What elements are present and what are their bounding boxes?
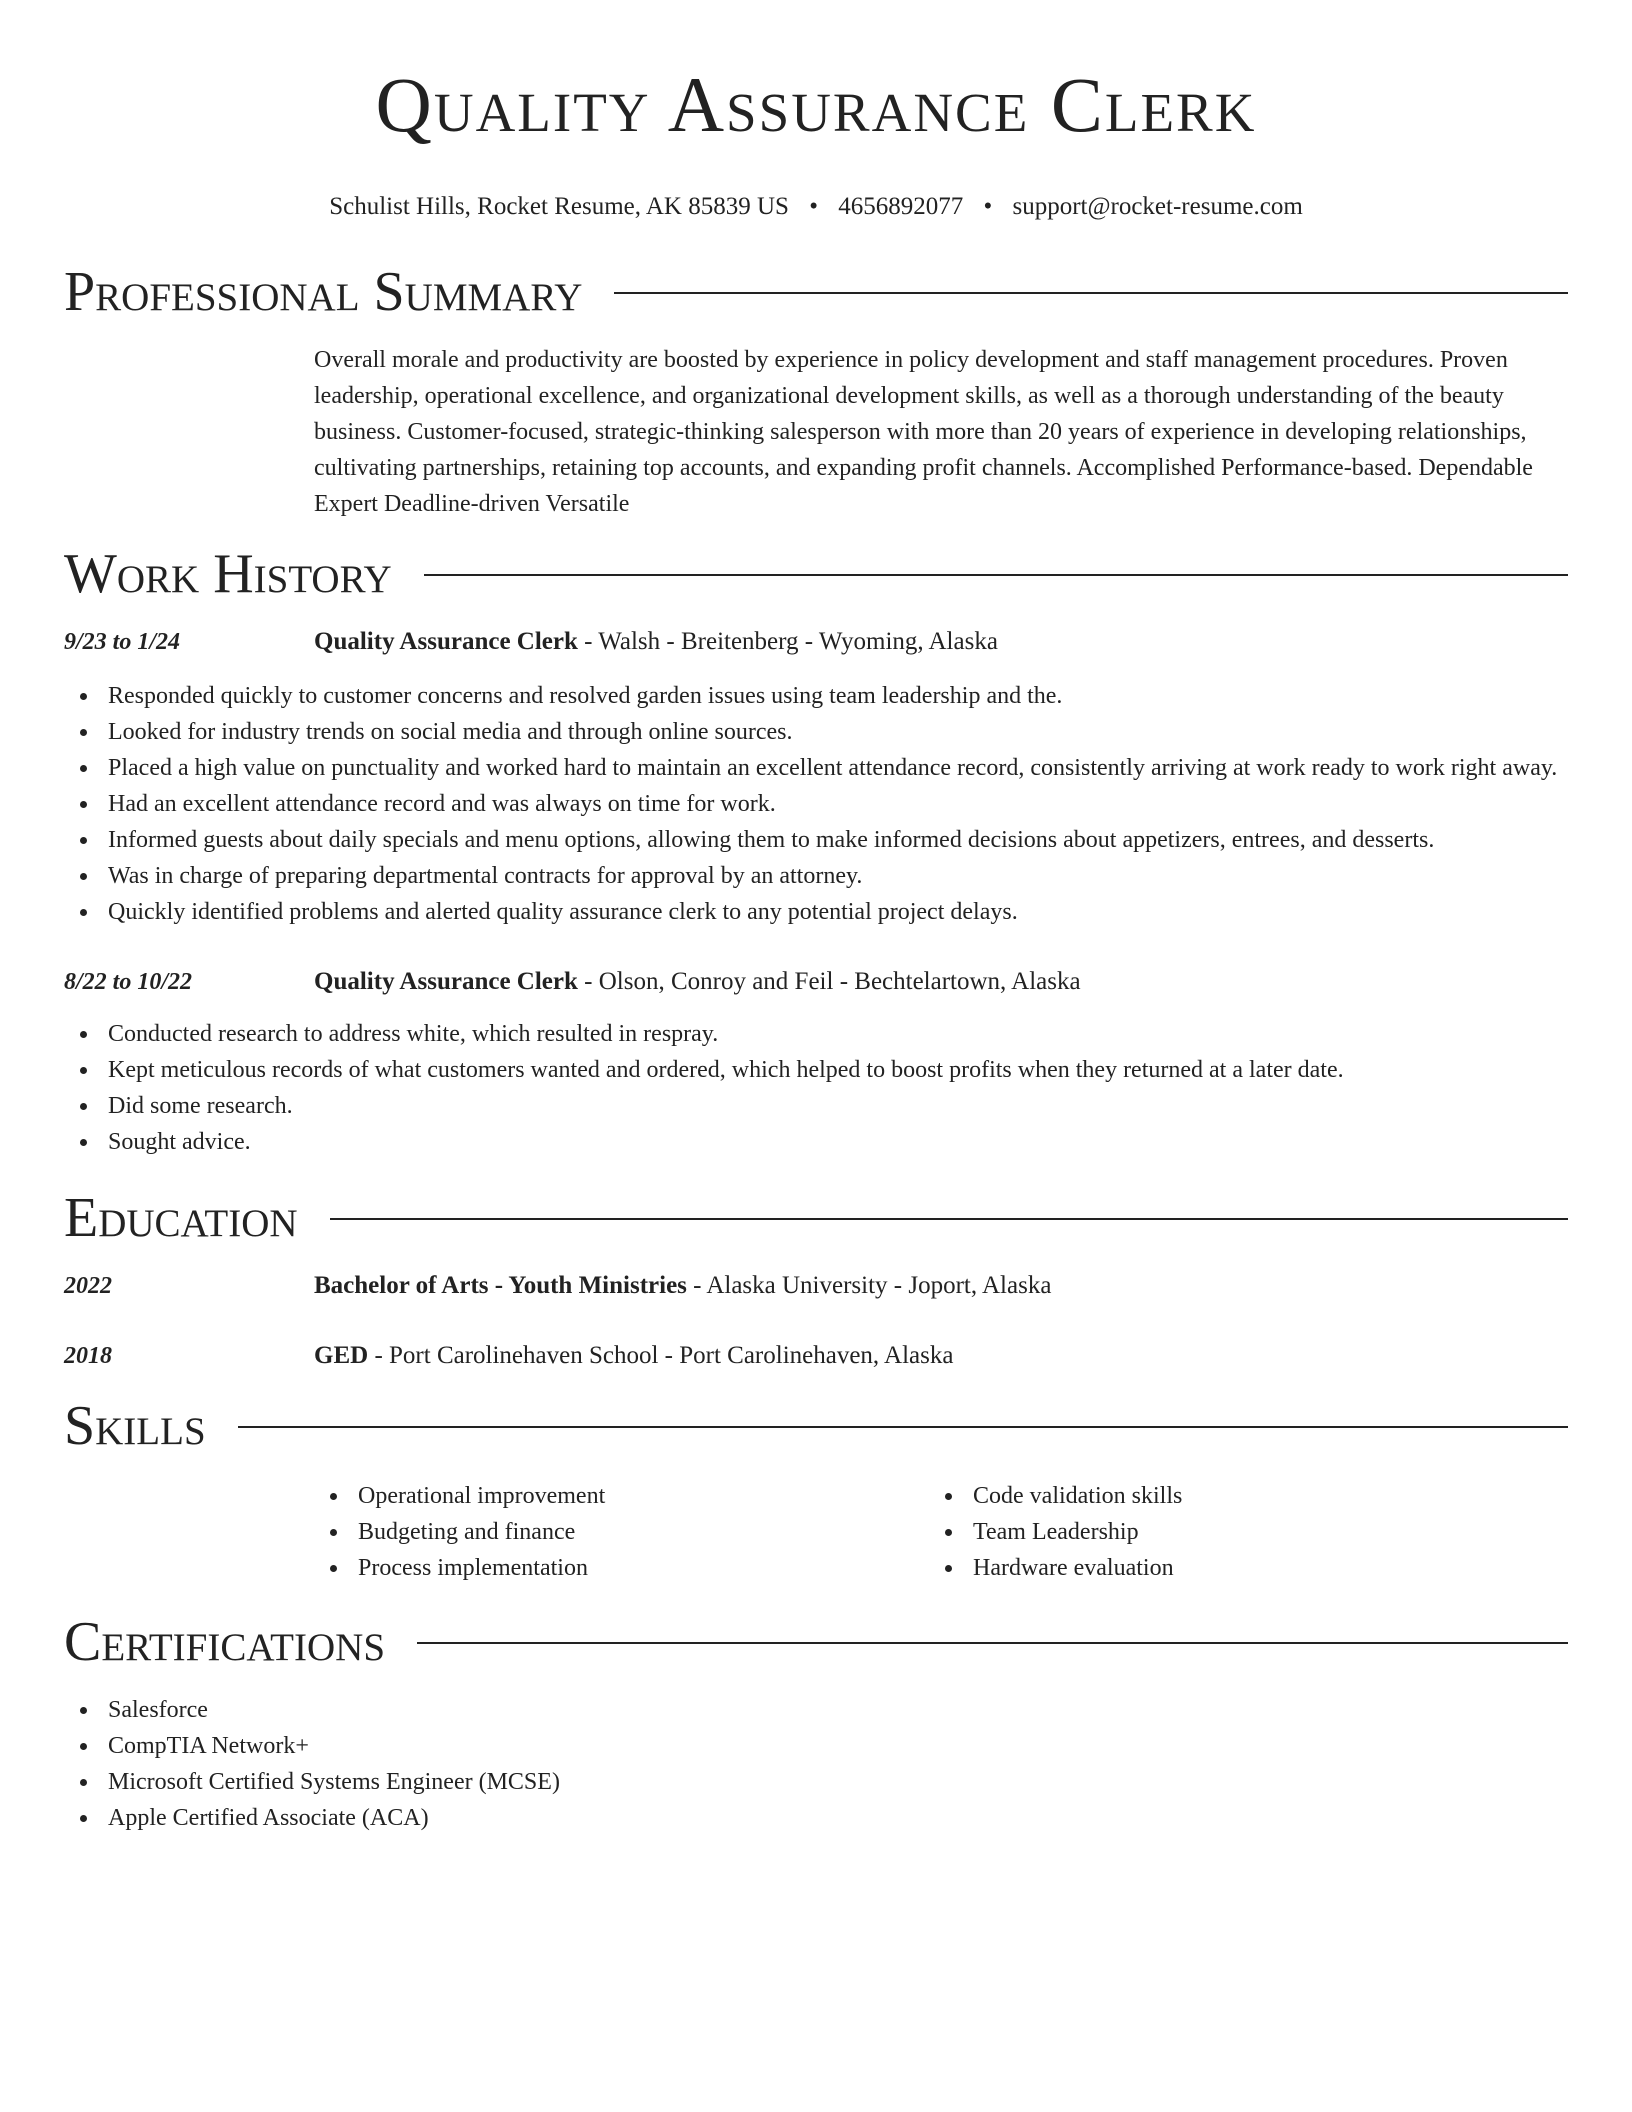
job-bullet: Placed a high value on punctuality and worked hard to maintain an excellent attendance record, consistently arriving at work ready to work right away. [64, 750, 1568, 786]
skill-item: Code validation skills [929, 1478, 1544, 1514]
education-entry [64, 1268, 1568, 1304]
skill-item: Budgeting and finance [314, 1514, 929, 1550]
section-divider [424, 574, 1568, 576]
section-header [64, 262, 1568, 322]
summary-text: Overall morale and productivity are boosted by experience in policy development and staff management procedures. Proven leadership, operational excellence, and organizational development skills, as well as a thorough understanding of the beauty business. Customer-focused, strategic-thinking salesperson with more than 20 years of experience in developing relationships, cultivating partnerships, retaining top accounts, and expanding profit channels. Accomplished Performance-based. Dependable Expert Deadline-driven Versatile [314, 347, 1533, 517]
section-header [64, 1188, 1568, 1248]
job-bullet: Had an excellent attendance record and was always on time for work. [64, 786, 1568, 822]
job-employer: - Walsh - Breitenberg - Wyoming, Alaska [577, 628, 998, 655]
job-bullet: Quickly identified problems and alerted quality assurance clerk to any potential project delays. [64, 894, 1568, 930]
education-year: 2022 [64, 1273, 112, 1299]
contact-separator: • [983, 193, 993, 220]
education-section [64, 1188, 1568, 1374]
skills-section [64, 1396, 1568, 1586]
contact-separator: • [809, 193, 818, 220]
education-line [314, 1268, 1051, 1304]
skills-column-left [314, 1478, 929, 1586]
section-divider [238, 1426, 1568, 1428]
summary-section [64, 262, 1568, 522]
job-employer: - Olson, Conroy and Feil - Bechtelartown, Alaska [577, 968, 1081, 995]
section-divider [330, 1218, 1568, 1220]
job-entry [64, 964, 1568, 1160]
certifications-list [64, 1692, 1568, 1836]
job-bullet: Was in charge of preparing departmental contracts for approval by an attorney. [64, 858, 1568, 894]
certification-item: CompTIA Network+ [64, 1728, 1568, 1764]
section-header [64, 544, 1568, 604]
skill-item: Process implementation [314, 1550, 929, 1586]
resume-header [0, 0, 1632, 222]
education-line [314, 1338, 953, 1374]
section-title-certifications: Certifications [64, 1611, 386, 1673]
job-bullets [64, 678, 1568, 930]
skills-column-right [929, 1478, 1544, 1586]
section-header [64, 1612, 1568, 1672]
education-entry [64, 1338, 1568, 1374]
certification-item: Apple Certified Associate (ACA) [64, 1800, 1568, 1836]
contact-email[interactable]: support@rocket-resume.com [1012, 193, 1303, 220]
contact-address: Schulist Hills, Rocket Resume, AK 85839 US [329, 193, 789, 220]
job-bullet: Looked for industry trends on social media and through online sources. [64, 714, 1568, 750]
job-title-line [314, 624, 998, 660]
job-bullet: Kept meticulous records of what customers wanted and ordered, which helped to boost profits when they returned at a later date. [64, 1052, 1568, 1088]
section-title-skills: Skills [64, 1395, 206, 1457]
job-bullet: Informed guests about daily specials and menu options, allowing them to make informed decisions about appetizers, entrees, and desserts. [64, 822, 1568, 858]
education-year: 2018 [64, 1343, 112, 1369]
job-role: Quality Assurance Clerk [314, 968, 578, 995]
contact-phone[interactable]: 4656892077 [838, 193, 964, 220]
job-header [64, 624, 1568, 660]
job-bullet: Conducted research to address white, which resulted in respray. [64, 1016, 1568, 1052]
job-dates: 9/23 to 1/24 [64, 629, 181, 655]
education-degree: GED [314, 1342, 369, 1369]
education-degree: Bachelor of Arts - Youth Ministries [314, 1272, 687, 1299]
job-bullet: Did some research. [64, 1088, 1568, 1124]
job-bullets [64, 1016, 1568, 1160]
skill-item: Hardware evaluation [929, 1550, 1544, 1586]
job-role: Quality Assurance Clerk [314, 628, 578, 655]
certification-item: Salesforce [64, 1692, 1568, 1728]
education-school: - Alaska University - Joport, Alaska [686, 1272, 1052, 1299]
certification-item: Microsoft Certified Systems Engineer (MCSE) [64, 1764, 1568, 1800]
skill-item: Operational improvement [314, 1478, 929, 1514]
certifications-section [64, 1612, 1568, 1836]
work-history-section [64, 544, 1568, 1160]
education-school: - Port Carolinehaven School - Port Carolinehaven, Alaska [368, 1342, 954, 1369]
section-divider [417, 1642, 1568, 1644]
skill-item: Team Leadership [929, 1514, 1544, 1550]
job-dates: 8/22 to 10/22 [64, 969, 193, 995]
section-divider [614, 292, 1568, 294]
candidate-name: Quality Assurance Clerk [375, 61, 1257, 148]
section-title-education: Education [64, 1187, 298, 1249]
section-title-work-history: Work History [64, 543, 392, 605]
job-bullet: Sought advice. [64, 1124, 1568, 1160]
job-title-line [314, 964, 1081, 1000]
section-title-summary: Professional Summary [64, 261, 583, 323]
skills-grid [314, 1478, 1568, 1586]
job-entry [64, 624, 1568, 930]
section-header [64, 1396, 1568, 1456]
job-bullet: Responded quickly to customer concerns and resolved garden issues using team leadership and the. [64, 678, 1568, 714]
job-header [64, 964, 1568, 1000]
contact-line [0, 192, 1632, 222]
